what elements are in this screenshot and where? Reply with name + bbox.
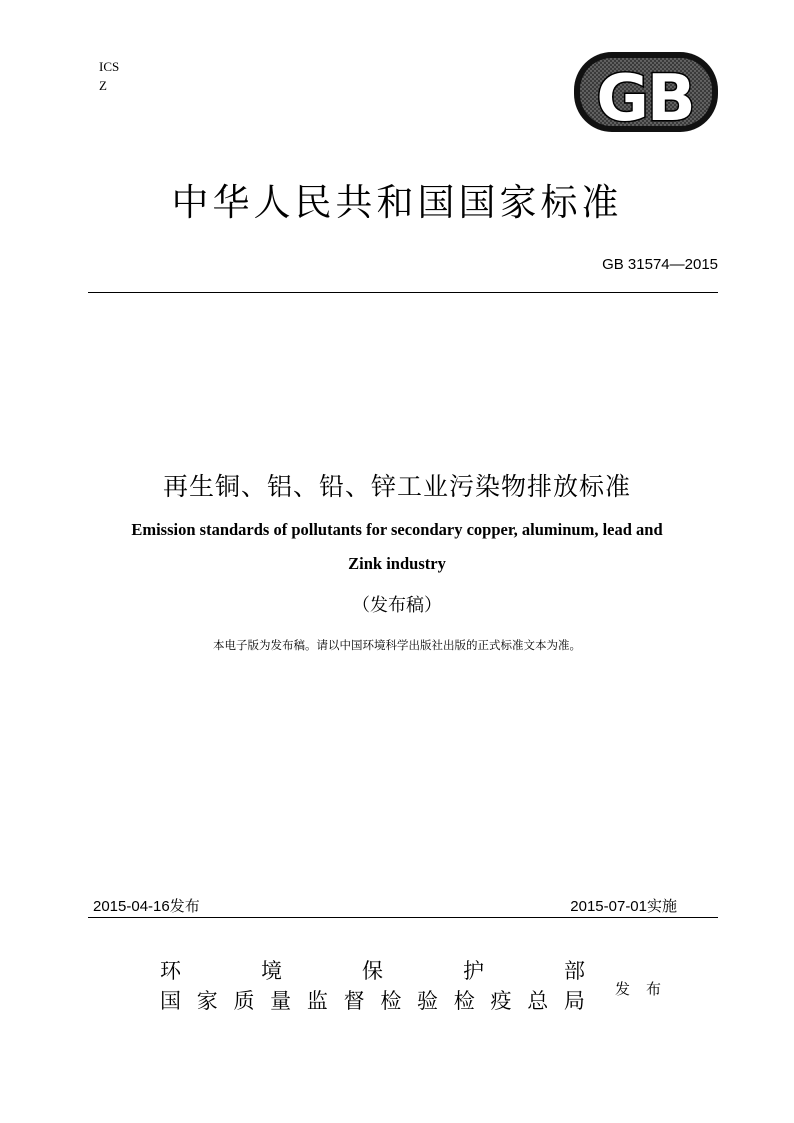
issuer-char: 局 xyxy=(563,989,585,1013)
issuer-char: 验 xyxy=(417,989,439,1013)
issuer-char: 疫 xyxy=(490,989,512,1013)
svg-text:GB: GB xyxy=(596,62,694,134)
standard-title: 中华人民共和国国家标准 xyxy=(171,181,623,224)
top-divider xyxy=(88,292,718,293)
release-date: 2015-04-16发布 xyxy=(93,898,200,915)
issuer-char: 保 xyxy=(362,959,383,983)
issuer-char: 检 xyxy=(453,989,475,1013)
issuer-char: 检 xyxy=(380,989,402,1013)
ics-classification xyxy=(99,57,119,95)
publish-label: 发布 xyxy=(615,980,678,998)
document-title-english-line2: Zink industry xyxy=(348,554,446,573)
document-title-english xyxy=(90,513,704,581)
implementation-date: 2015-07-01实施 xyxy=(570,898,677,915)
issuer-char: 总 xyxy=(527,989,549,1013)
electronic-version-note: 本电子版为发布稿。请以中国环境科学出版社出版的正式标准文本为准。 xyxy=(213,638,581,652)
issuer-char: 护 xyxy=(463,959,484,983)
gb-logo xyxy=(570,50,720,134)
issuer-char: 部 xyxy=(564,959,585,983)
issuer-ministry xyxy=(160,955,585,985)
issuer-char: 质 xyxy=(233,989,255,1013)
standard-number: GB 31574—2015 xyxy=(602,256,718,273)
ics-label: ICS xyxy=(99,59,120,74)
issuer-char: 监 xyxy=(306,989,328,1013)
issuer-char: 量 xyxy=(270,989,292,1013)
issuer-char: 督 xyxy=(343,989,365,1013)
issuer-char: 境 xyxy=(261,959,282,983)
issuer-char: 家 xyxy=(196,989,218,1013)
issuer-char: 国 xyxy=(160,989,181,1013)
issuer-char: 环 xyxy=(160,959,181,983)
document-title-chinese: 再生铜、铝、铅、锌工业污染物排放标准 xyxy=(162,472,631,501)
draft-label: （发布稿） xyxy=(352,595,442,616)
issuer-aqsiq xyxy=(160,985,585,1015)
bottom-divider xyxy=(88,917,718,918)
ccs-label: Z xyxy=(99,78,107,93)
document-title-english-line1: Emission standards of pollutants for secondary copper, aluminum, lead and xyxy=(131,520,663,539)
